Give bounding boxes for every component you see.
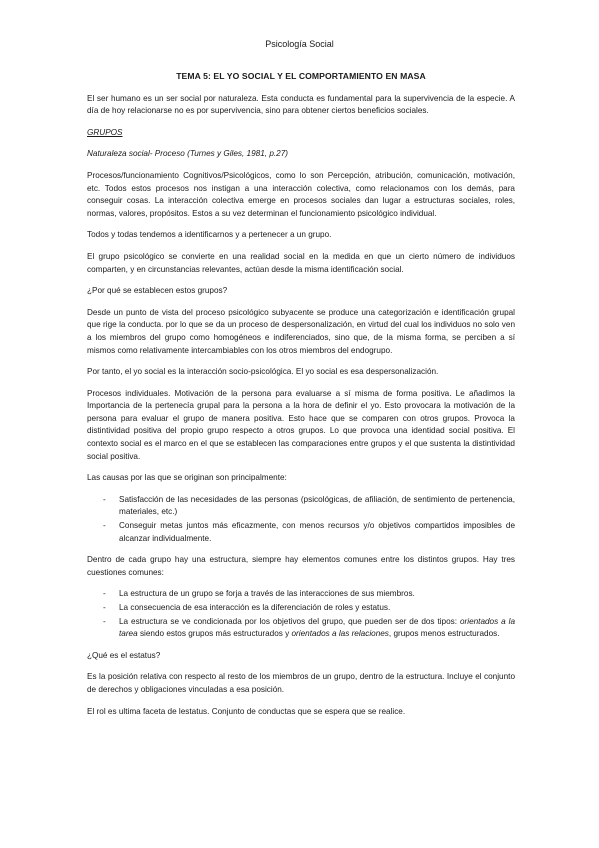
paragraph-causas: Las causas por las que se originan son principalmente: (87, 473, 287, 483)
paragraph-intro: El ser humano es un ser social por naturaleza. Esta conducta es fundamental para la supervivencia de la especie. A día de hoy relacionarse no es por supervivencia, sino para obtener ciertos beneficios sociales. (87, 93, 515, 116)
section-heading-grupos: GRUPOS (87, 127, 123, 137)
page-header: Psicología Social (265, 39, 334, 49)
list-item-text-b: orientados a la tarea (119, 616, 515, 639)
list-item-text-c: siendo estos grupos más estructurados y (137, 629, 292, 639)
dash-bullet: - (103, 616, 106, 626)
list-item-text: Satisfacción de las necesidades de las personas (psicológicas, de afiliación, de sentimiento de pertenencia, materiales, etc.) (119, 494, 515, 517)
list-item (87, 616, 515, 641)
document-title: TEMA 5: EL YO SOCIAL Y EL COMPORTAMIENTO EN MASA (176, 71, 426, 81)
dash-bullet: - (103, 494, 106, 504)
paragraph-yo-social: Por tanto, el yo social es la interacción socio-psicológica. El yo social es esa despersonalización. (87, 367, 439, 377)
citation: Naturaleza social- Proceso (Turnes y Giles, 1981, p.27) (87, 149, 288, 159)
list-item-text: Conseguir metas juntos más eficazmente, con menos recursos y/o objetivos compartidos imposibles de alcanzar individualmente. (119, 521, 515, 543)
list-item-text-e: , grupos menos estructurados. (388, 629, 500, 639)
dash-bullet: - (103, 589, 106, 599)
dash-bullet: - (103, 603, 106, 612)
paragraph-identificacion: Todos y todas tendemos a identificarnos y a pertenecer a un grupo. (87, 230, 332, 240)
list-item-text: La consecuencia de esa interacción es la diferenciación de roles y estatus. (119, 603, 391, 612)
list-item-text-a: La estructura se ve condicionada por los objetivos del grupo, que pueden ser de dos tipos: (119, 616, 460, 626)
question-estatus: ¿Qué es el estatus? (87, 650, 161, 660)
paragraph-grupo-psicologico: El grupo psicológico se convierte en una realidad social en la medida en que un cierto número de individuos comparten, y en circunstancias relevantes, actúan desde la misma identificación social. (87, 251, 515, 274)
list-item-text-d: orientados a las relaciones (291, 629, 389, 639)
list-item (87, 494, 515, 519)
paragraph-procesos-individuales: Procesos individuales. Motivación de la persona para evaluarse a sí misma de forma positiva. Le añadimos la Importancia de la pertenecía grupal para la persona a la hora de definir el yo. Esto provocara la motivación de la persona para evaluar el grupo de manera positiva. Esto hace que se comparen con otros grupos. Provoca la distintividad positiva del propio grupo respecto a otros grupos. Lo que provoca una identidad social positiva. El contexto social es el marco en el que se establecen las comparaciones entre grupos y el que sustenta la distintividad social positiva. (87, 388, 515, 461)
list-causas (87, 494, 515, 545)
list-item (87, 588, 515, 601)
document-body (87, 70, 515, 727)
question-por-que: ¿Por qué se establecen estos grupos? (87, 286, 228, 296)
paragraph-estatus: Es la posición relativa con respecto al resto de los miembros de un grupo, dentro de la estructura. Incluye el conjunto de derechos y obligaciones vinculadas a esa posición. (87, 672, 515, 694)
list-item (87, 520, 515, 545)
list-item-text: La estructura de un grupo se forja a través de las interacciones de sus miembros. (119, 589, 415, 599)
paragraph-despersonalizacion: Desde un punto de vista del proceso psicológico subyacente se produce una categorización e identificación grupal que rige la conducta. por lo que se da un proceso de despersonalización, en virtud del cual los individuos no solo ven a los miembros del grupo como homogéneos e indiferenciados, sino que, de la misma forma, se perciben a sí mismos como relativamente intercambiables con los otros miembros del endogrupo. (87, 307, 515, 355)
dash-bullet: - (103, 521, 106, 531)
paragraph-rol: El rol es ultima faceta de lestatus. Conjunto de conductas que se espera que se realice. (87, 706, 406, 716)
paragraph-estructura: Dentro de cada grupo hay una estructura, siempre hay elementos comunes entre los distintos grupos. Hay tres cuestiones comunes: (87, 555, 515, 577)
list-cuestiones (87, 588, 515, 640)
paragraph-procesos: Procesos/funcionamiento Cognitivos/Psicológicos, como lo son Percepción, atribución, comunicación, motivación, etc. Todos estos procesos nos instigan a una interacción colectiva, como relacionamos con los demás, para conseguir cosas. La interacción colectiva emerge en procesos sociales dan lugar a estructuras sociales, roles, normas, valores, propósitos. Estos a su vez determinan el funcionamiento psicológico individual. (87, 170, 515, 218)
list-item (87, 602, 515, 615)
